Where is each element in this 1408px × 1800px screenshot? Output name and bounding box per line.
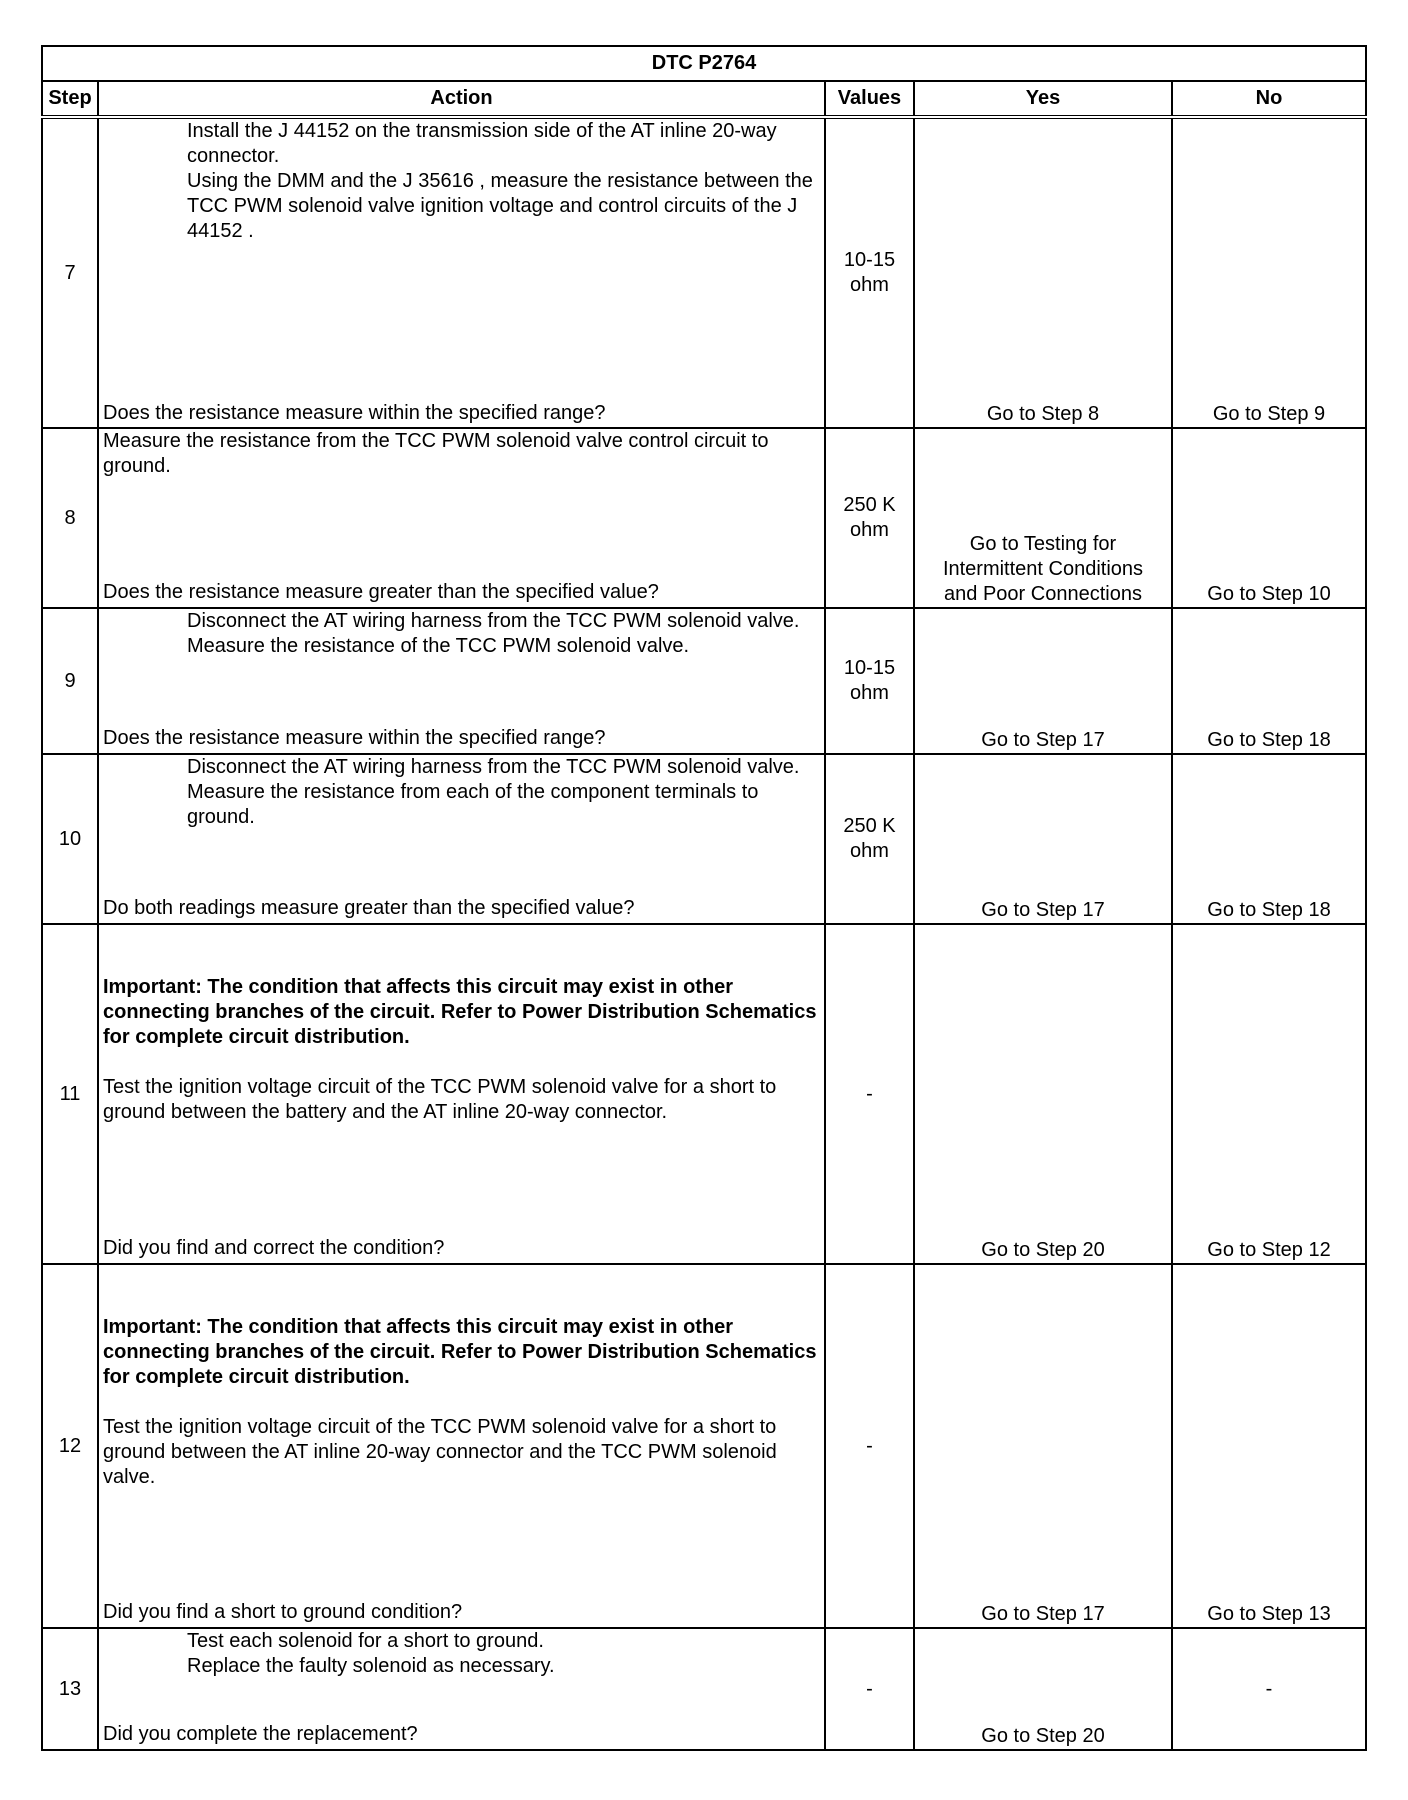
values-cell: 250 K ohm <box>825 428 914 608</box>
action-question: Did you complete the replacement? <box>103 1723 418 1745</box>
action-cell <box>98 428 825 608</box>
table-row <box>42 428 1366 608</box>
no-cell: Go to Step 18 <box>1172 754 1366 924</box>
important-note: Important: The condition that affects this circuit may exist in other connecting branches of the circuit. Refer to Power Distribution Schematics for complete circuit distribution. <box>103 1316 817 1388</box>
action-text: Replace the faulty solenoid as necessary. <box>187 1655 555 1677</box>
col-header-yes: Yes <box>914 81 1172 117</box>
important-note: Important: The condition that affects this circuit may exist in other connecting branches of the circuit. Refer to Power Distribution Schematics for complete circuit distribution. <box>103 976 817 1048</box>
action-text: Disconnect the AT wiring harness from the TCC PWM solenoid valve. <box>187 756 800 778</box>
yes-cell: Go to Step 17 <box>914 1264 1172 1628</box>
action-text: Using the DMM and the J 35616 , measure the resistance between the TCC PWM solenoid valve ignition voltage and control circuits of the J 44152 . <box>187 170 813 242</box>
yes-cell: Go to Testing for Intermittent Conditions and Poor Connections <box>914 428 1172 608</box>
action-question: Does the resistance measure within the specified range? <box>103 727 606 749</box>
table-row <box>42 1264 1366 1628</box>
step-number: 10 <box>42 754 98 924</box>
step-number: 12 <box>42 1264 98 1628</box>
action-question: Did you find and correct the condition? <box>103 1237 445 1259</box>
step-number: 7 <box>42 117 98 428</box>
action-cell <box>98 924 825 1264</box>
action-question: Did you find a short to ground condition? <box>103 1601 463 1623</box>
action-text: Measure the resistance from the TCC PWM solenoid valve control circuit to ground. <box>103 430 769 477</box>
action-cell <box>98 1628 825 1750</box>
values-cell: 10-15 ohm <box>825 608 914 754</box>
action-text: Test the ignition voltage circuit of the TCC PWM solenoid valve for a short to ground between the AT inline 20-way connector and the TCC PWM solenoid valve. <box>103 1416 777 1488</box>
no-cell: Go to Step 10 <box>1172 428 1366 608</box>
no-cell: Go to Step 18 <box>1172 608 1366 754</box>
col-header-action: Action <box>98 81 825 117</box>
yes-cell: Go to Step 17 <box>914 754 1172 924</box>
action-text: Test the ignition voltage circuit of the TCC PWM solenoid valve for a short to ground between the battery and the AT inline 20-way connector. <box>103 1076 777 1123</box>
action-text: Test each solenoid for a short to ground. <box>187 1630 544 1652</box>
yes-cell: Go to Step 8 <box>914 117 1172 428</box>
values-cell: - <box>825 924 914 1264</box>
yes-cell: Go to Step 17 <box>914 608 1172 754</box>
action-cell <box>98 754 825 924</box>
dtc-table <box>41 45 1367 1751</box>
table-row <box>42 1628 1366 1750</box>
values-cell: 10-15 ohm <box>825 117 914 428</box>
no-cell: Go to Step 9 <box>1172 117 1366 428</box>
yes-cell: Go to Step 20 <box>914 924 1172 1264</box>
action-cell <box>98 117 825 428</box>
action-question: Does the resistance measure greater than the specified value? <box>103 581 659 603</box>
action-question: Does the resistance measure within the specified range? <box>103 402 606 424</box>
table-row <box>42 117 1366 428</box>
col-header-values: Values <box>825 81 914 117</box>
action-text: Install the J 44152 on the transmission side of the AT inline 20-way connector. <box>187 120 777 167</box>
action-cell <box>98 608 825 754</box>
step-number: 13 <box>42 1628 98 1750</box>
action-text: Measure the resistance of the TCC PWM solenoid valve. <box>187 635 690 657</box>
table-title: DTC P2764 <box>42 46 1366 81</box>
action-cell <box>98 1264 825 1628</box>
action-text: Disconnect the AT wiring harness from the TCC PWM solenoid valve. <box>187 610 800 632</box>
col-header-step: Step <box>42 81 98 117</box>
table-row <box>42 754 1366 924</box>
table-row <box>42 924 1366 1264</box>
no-cell: Go to Step 12 <box>1172 924 1366 1264</box>
col-header-no: No <box>1172 81 1366 117</box>
step-number: 8 <box>42 428 98 608</box>
step-number: 9 <box>42 608 98 754</box>
step-number: 11 <box>42 924 98 1264</box>
no-cell: Go to Step 13 <box>1172 1264 1366 1628</box>
values-cell: - <box>825 1628 914 1750</box>
no-cell: - <box>1172 1628 1366 1750</box>
values-cell: 250 K ohm <box>825 754 914 924</box>
values-cell: - <box>825 1264 914 1628</box>
table-row <box>42 608 1366 754</box>
action-text: Measure the resistance from each of the component terminals to ground. <box>187 781 759 828</box>
yes-cell: Go to Step 20 <box>914 1628 1172 1750</box>
action-question: Do both readings measure greater than the specified value? <box>103 897 635 919</box>
